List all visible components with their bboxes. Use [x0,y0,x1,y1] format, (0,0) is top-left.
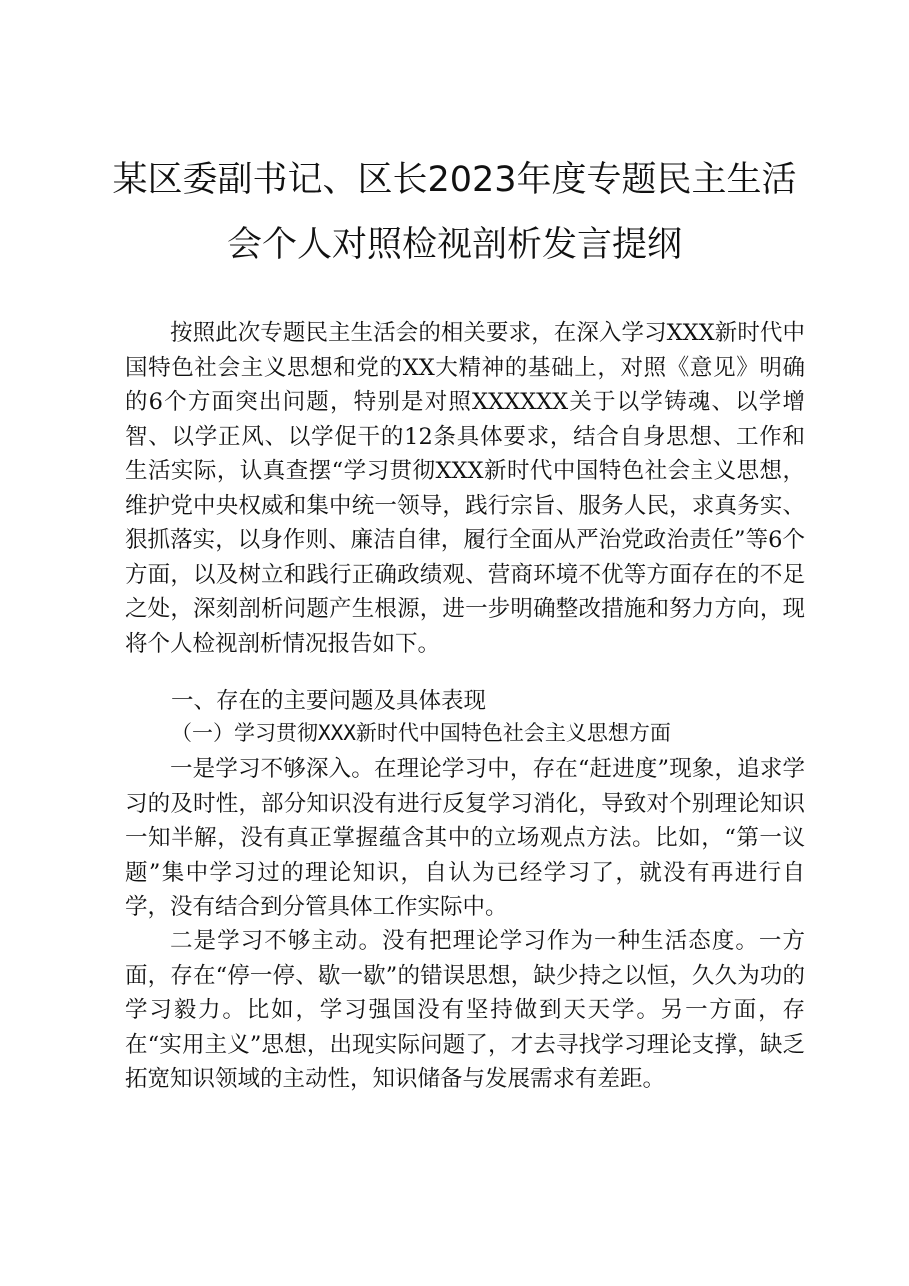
section-heading: 一、存在的主要问题及具体表现 [171,688,487,714]
intro-paragraph: 按照此次专题民主生活会的相关要求，在深入学习XXX新时代中国特色社会主义思想和党的XX大精神的基础上，对照《意见》明确的6个方面突出问题，特别是对照XXXXXX关于以学铸魂、以学增智、以学正风、以学促干的12条具体要求，结合自身思想、工作和生活实际，认真查摆“学习贯彻XXX新时代中国特色社会主义思想，维护党中央权威和集中统一领导，践行宗旨、服务人民，求真务实、狠抓落实，以身作则、廉洁自律，履行全面从严治党政治责任”等6个方面，以及树立和践行正确政绩观、营商环境不优等方面存在的不足之处，深刻剖析问题产生根源，进一步明确整改措施和努力方向，现将个人检视剖析情况报告如下。 [125,320,805,657]
document-title-line-2: 会个人对照检视剖析发言提纲 [226,225,682,265]
document-title-line-1: 某区委副书记、区长2023年度专题民主生活 [112,160,797,200]
body-paragraph-2: 二是学习不够主动。没有把理论学习作为一种生活态度。一方面，存在“停一停、歇一歇”的错误思想，缺少持之以恒，久久为功的学习毅力。比如，学习强国没有坚持做到天天学。另一方面，存在“实用主义”思想，出现实际问题了，才去寻找学习理论支撑，缺乏拓宽知识领域的主动性，知识储备与发展需求有差距。 [125,928,805,1092]
subsection-heading: （一）学习贯彻XXX新时代中国特色社会主义思想方面 [171,721,671,745]
body-paragraph-1: 一是学习不够深入。在理论学习中，存在“赶进度”现象，追求学习的及时性，部分知识没有进行反复学习消化，导致对个别理论知识一知半解，没有真正掌握蕴含其中的立场观点方法。比如，“第一议题”集中学习过的理论知识，自认为已经学习了，就没有再进行自学，没有结合到分管具体工作实际中。 [125,756,805,920]
